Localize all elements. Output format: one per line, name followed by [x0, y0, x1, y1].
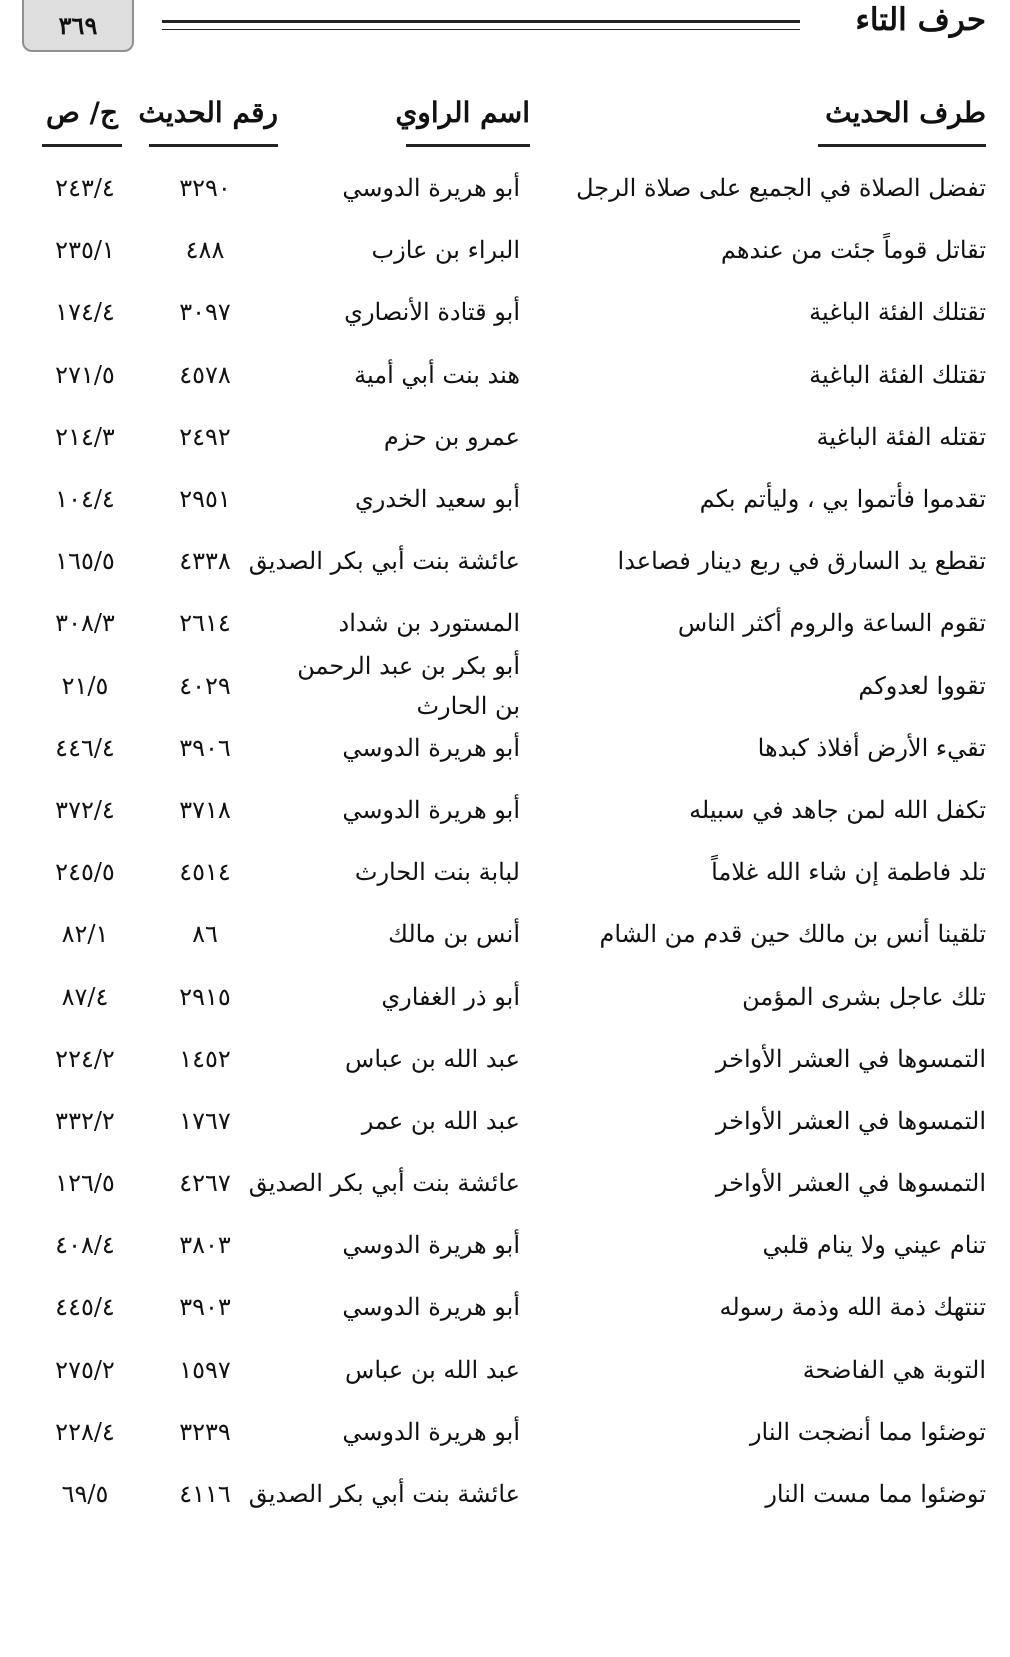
- hadith-text: تقتلك الفئة الباغية: [809, 298, 986, 327]
- table-row: [0, 1276, 1010, 1338]
- narrator-name: المستورد بن شداد: [338, 609, 520, 638]
- column-header-number: [138, 96, 278, 129]
- hadith-number: ١٥٩٧: [179, 1355, 231, 1384]
- column-header-number-label: رقم الحديث: [138, 96, 278, 129]
- column-header-hadith-label: طرف الحديث: [825, 96, 986, 129]
- table-row: [0, 1214, 1010, 1276]
- table-row: [0, 281, 1010, 343]
- table-row: [0, 779, 1010, 841]
- table-row: [0, 651, 1010, 720]
- table-row: [0, 1028, 1010, 1090]
- column-header-hadith: [818, 96, 986, 129]
- table-row: [0, 1090, 1010, 1152]
- hadith-number: ٣٠٩٧: [179, 298, 231, 327]
- narrator-name: أبو ذر الغفاري: [381, 982, 520, 1011]
- volume-page-ref: ٨٧/٤: [61, 982, 109, 1011]
- hadith-number: ٤٣٣٨: [179, 547, 231, 576]
- hadith-text: تقوم الساعة والروم أكثر الناس: [677, 609, 986, 638]
- narrator-name: عبد الله بن عباس: [345, 1355, 520, 1384]
- table-row: [0, 1339, 1010, 1401]
- table-row: [0, 530, 1010, 592]
- table-row: [0, 841, 1010, 903]
- narrator-name: أبو هريرة الدوسي: [342, 1231, 520, 1260]
- header-rule: [162, 20, 800, 30]
- column-header-underline: [42, 144, 122, 147]
- narrator-name: أبو هريرة الدوسي: [342, 795, 520, 824]
- narrator-name: عائشة بنت أبي بكر الصديق: [248, 547, 520, 576]
- narrator-name: عمرو بن حزم: [383, 422, 520, 451]
- narrator-name: لبابة بنت الحارث: [354, 858, 520, 887]
- hadith-text: تقطع يد السارق في ربع دينار فصاعدا: [617, 547, 986, 576]
- volume-page-ref: ١٦٥/٥: [55, 547, 115, 576]
- volume-page-ref: ٤٠٨/٤: [55, 1231, 115, 1260]
- hadith-text: تكفل الله لمن جاهد في سبيله: [689, 795, 986, 824]
- hadith-number: ٣٨٠٣: [179, 1231, 231, 1260]
- narrator-name: أبو هريرة الدوسي: [342, 733, 520, 762]
- column-header-underline: [149, 144, 278, 147]
- hadith-text: تقووا لعدوكم: [858, 671, 986, 700]
- volume-page-ref: ٢٢٤/٢: [55, 1044, 115, 1073]
- narrator-name: البراء بن عازب: [371, 236, 520, 265]
- hadith-number: ٤٨٨: [185, 236, 225, 265]
- table-row: [0, 903, 1010, 965]
- volume-page-ref: ٢٤٣/٤: [55, 174, 115, 203]
- hadith-number: ٣٩٠٦: [179, 733, 231, 762]
- hadith-text: تلقينا أنس بن مالك حين قدم من الشام: [599, 920, 986, 949]
- table-row: [0, 1463, 1010, 1525]
- table-row: [0, 1401, 1010, 1463]
- volume-page-ref: ٣٣٢/٢: [55, 1106, 115, 1135]
- table-row: [0, 406, 1010, 468]
- volume-page-ref: ١٢٦/٥: [55, 1169, 115, 1198]
- hadith-number: ٢٦١٤: [179, 609, 231, 638]
- volume-page-ref: ٢٧٥/٢: [55, 1355, 115, 1384]
- hadith-number: ٤٥٧٨: [179, 360, 231, 389]
- narrator-name: أبو هريرة الدوسي: [342, 1417, 520, 1446]
- hadith-text: تلد فاطمة إن شاء الله غلاماً: [711, 858, 986, 887]
- narrator-name: عائشة بنت أبي بكر الصديق: [248, 1169, 520, 1198]
- hadith-number: ٣٢٣٩: [179, 1417, 231, 1446]
- chapter-title: حرف التاء: [855, 2, 986, 38]
- table-row: [0, 965, 1010, 1027]
- volume-page-ref: ٢٢٨/٤: [55, 1417, 115, 1446]
- hadith-text: تقيء الأرض أفلاذ كبدها: [757, 733, 986, 762]
- narrator-name: أبو هريرة الدوسي: [342, 1293, 520, 1322]
- volume-page-ref: ٢٧١/٥: [55, 360, 115, 389]
- hadith-number: ٣٩٠٣: [179, 1293, 231, 1322]
- column-header-volume-page-label: ج/ ص: [46, 96, 118, 129]
- hadith-number: ١٧٦٧: [179, 1106, 231, 1135]
- page-number-badge: ٣٦٩: [22, 0, 134, 52]
- table-row: [0, 717, 1010, 779]
- volume-page-ref: ٢١٤/٣: [55, 422, 115, 451]
- hadith-number: ٢٩١٥: [179, 982, 231, 1011]
- narrator-name: أبو قتادة الأنصاري: [344, 298, 520, 327]
- volume-page-ref: ١٠٤/٤: [55, 485, 115, 514]
- hadith-number: ٤٠٢٩: [179, 671, 231, 700]
- volume-page-ref: ٣٧٢/٤: [55, 795, 115, 824]
- volume-page-ref: ٤٤٥/٤: [55, 1293, 115, 1322]
- table-row: [0, 468, 1010, 530]
- volume-page-ref: ٢١/٥: [61, 671, 109, 700]
- column-header-narrator: [395, 96, 530, 129]
- hadith-text: توضئوا مما أنضجت النار: [749, 1417, 986, 1446]
- volume-page-ref: ٢٤٥/٥: [55, 858, 115, 887]
- narrator-name: عائشة بنت أبي بكر الصديق: [248, 1480, 520, 1509]
- narrator-name: أبو بكر بن عبد الرحمن بن الحارث: [297, 651, 520, 720]
- column-header-underline: [406, 144, 530, 147]
- table-row: [0, 157, 1010, 219]
- hadith-text: تنتهك ذمة الله وذمة رسوله: [719, 1293, 986, 1322]
- hadith-number: ٣٢٩٠: [179, 174, 231, 203]
- volume-page-ref: ٨٢/١: [61, 920, 109, 949]
- hadith-text: التوبة هي الفاضحة: [802, 1355, 986, 1384]
- hadith-text: تفضل الصلاة في الجميع على صلاة الرجل: [576, 174, 986, 203]
- narrator-name: أبو سعيد الخدري: [355, 485, 520, 514]
- hadith-text: تقتلك الفئة الباغية: [809, 360, 986, 389]
- narrator-name: عبد الله بن عمر: [361, 1106, 520, 1135]
- hadith-number: ٤٥١٤: [179, 858, 231, 887]
- hadith-text: التمسوها في العشر الأواخر: [715, 1044, 986, 1073]
- volume-page-ref: ٢٣٥/١: [55, 236, 115, 265]
- column-header-volume-page: [42, 96, 122, 129]
- hadith-number: ٨٦: [192, 920, 218, 949]
- hadith-text: تلك عاجل بشرى المؤمن: [742, 982, 986, 1011]
- volume-page-ref: ٤٤٦/٤: [55, 733, 115, 762]
- column-header-narrator-label: اسم الراوي: [395, 96, 530, 129]
- table-row: [0, 219, 1010, 281]
- hadith-number: ٣٧١٨: [179, 795, 231, 824]
- hadith-index-table: [0, 157, 1010, 1525]
- hadith-text: تقدموا فأتموا بي ، وليأتم بكم: [699, 485, 986, 514]
- volume-page-ref: ٣٠٨/٣: [55, 609, 115, 638]
- hadith-text: التمسوها في العشر الأواخر: [715, 1169, 986, 1198]
- hadith-text: توضئوا مما مست النار: [765, 1480, 986, 1509]
- hadith-text: تنام عيني ولا ينام قلبي: [762, 1231, 986, 1260]
- hadith-number: ٤٢٦٧: [179, 1169, 231, 1198]
- table-row: [0, 1152, 1010, 1214]
- narrator-name: أنس بن مالك: [388, 920, 520, 949]
- hadith-text: تقتله الفئة الباغية: [816, 422, 986, 451]
- table-row: [0, 344, 1010, 406]
- hadith-text: تقاتل قوماً جئت من عندهم: [720, 236, 986, 265]
- narrator-name: أبو هريرة الدوسي: [342, 174, 520, 203]
- page-header: [0, 0, 1010, 70]
- volume-page-ref: ٦٩/٥: [61, 1480, 109, 1509]
- hadith-text: التمسوها في العشر الأواخر: [715, 1106, 986, 1135]
- narrator-name: هند بنت أبي أمية: [354, 360, 520, 389]
- narrator-name: عبد الله بن عباس: [345, 1044, 520, 1073]
- hadith-number: ٤١١٦: [179, 1480, 231, 1509]
- hadith-number: ١٤٥٢: [179, 1044, 231, 1073]
- hadith-number: ٢٤٩٢: [179, 422, 231, 451]
- volume-page-ref: ١٧٤/٤: [55, 298, 115, 327]
- column-header-underline: [818, 144, 986, 147]
- hadith-number: ٢٩٥١: [179, 485, 231, 514]
